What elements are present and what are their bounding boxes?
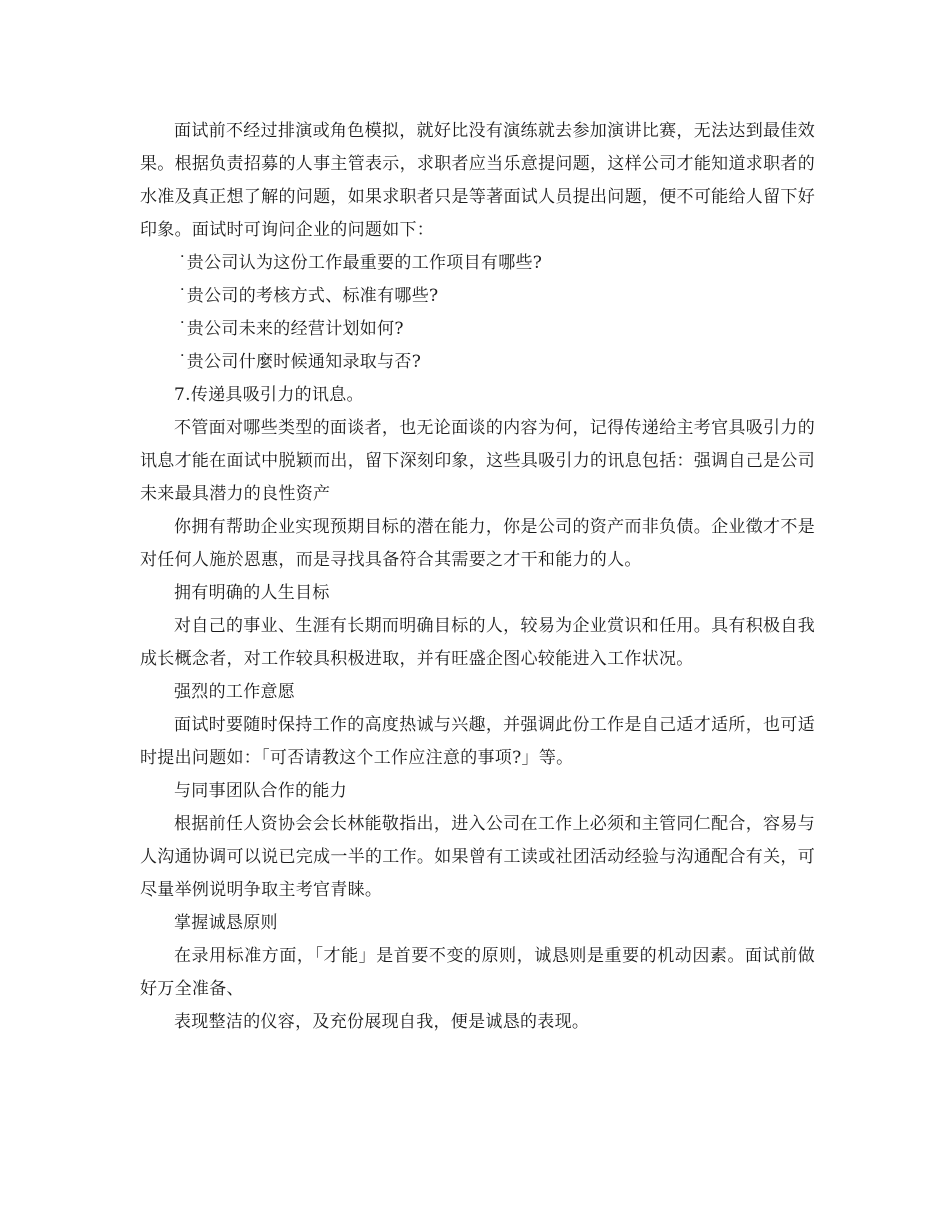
paragraph-potential-asset: 你拥有帮助企业实现预期目标的潜在能力，你是公司的资产而非负债。企业徵才不是对任何人施於恩惠，而是寻找具备符合其需要之才干和能力的人。 (140, 517, 815, 570)
bullet-question-4: ˙贵公司什麼时候通知录取与否? (178, 352, 422, 372)
paragraph-sincerity-end: 表现整洁的仪容，及充份展现自我，便是诚恳的表现。 (174, 1012, 590, 1032)
bullet-question-3: ˙贵公司未来的经营计划如何? (178, 319, 404, 339)
subheading-life-goal: 拥有明确的人生目标 (174, 583, 330, 603)
subheading-teamwork: 与同事团队合作的能力 (174, 781, 347, 801)
subheading-sincerity: 掌握诚恳原则 (174, 913, 278, 933)
paragraph-teamwork: 根据前任人资协会会长林能敬指出，进入公司在工作上必须和主管同仁配合，容易与人沟通协调可以说已完成一半的工作。如果曾有工读或社团活动经验与沟通配合有关，可尽量举例说明争取主考官青睐。 (140, 814, 815, 900)
bullet-question-1: ˙贵公司认为这份工作最重要的工作项目有哪些? (178, 253, 543, 273)
bullet-question-2: ˙贵公司的考核方式、标准有哪些? (178, 286, 439, 306)
paragraph-interview-rehearsal: 面试前不经过排演或角色模拟，就好比没有演练就去参加演讲比赛，无法达到最佳效果。根据负责招募的人事主管表示，求职者应当乐意提问题，这样公司才能知道求职者的水准及真正想了解的问题，如果求职者只是等著面试人员提出问题，便不可能给人留下好印象。面试时可询问企业的问题如下： (140, 121, 815, 240)
section-heading-7: 7.传递具吸引力的讯息。 (174, 385, 364, 405)
paragraph-sincerity: 在录用标准方面，「才能」是首要不变的原则，诚恳则是重要的机动因素。面试前做好万全准备、 (140, 946, 815, 999)
subheading-work-willingness: 强烈的工作意愿 (174, 682, 296, 702)
document-body (140, 115, 815, 1039)
paragraph-attractive-message: 不管面对哪些类型的面谈者，也无论面谈的内容为何，记得传递给主考官具吸引力的讯息才能在面试中脱颖而出，留下深刻印象，这些具吸引力的讯息包括：强调自己是公司未来最具潜力的良性资产 (140, 418, 815, 504)
paragraph-work-willingness: 面试时要随时保持工作的高度热诚与兴趣，并强调此份工作是自己适才适所，也可适时提出问题如：「可否请教这个工作应注意的事项?」等。 (140, 715, 815, 768)
paragraph-life-goal: 对自己的事业、生涯有长期而明确目标的人，较易为企业赏识和任用。具有积极自我成长概念者，对工作较具积极进取，并有旺盛企图心较能进入工作状况。 (140, 616, 815, 669)
